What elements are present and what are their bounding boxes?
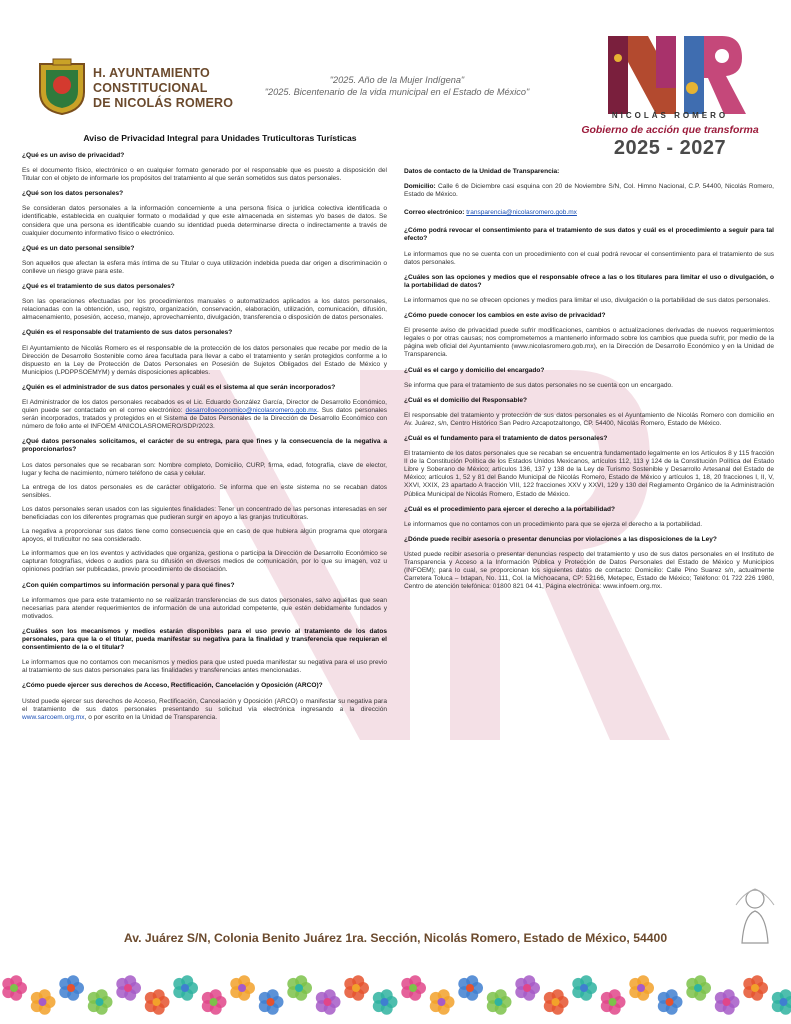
floral-border-decoration — [0, 962, 791, 1024]
section-paragraph: Le informamos que no se cuenta con un procedimiento con el cual podrá revocar el consentimiento para el tratamiento de sus datos personales. — [404, 250, 774, 266]
flower-ornament — [715, 989, 740, 1014]
flower-ornament — [316, 989, 341, 1014]
left-column — [22, 152, 387, 728]
section-question: ¿Qué son los datos personales? — [22, 190, 124, 198]
contact-heading: Datos de contacto de la Unidad de Transparencia: — [404, 168, 560, 175]
email-label: Correo electrónico: — [404, 209, 465, 217]
right-column — [404, 168, 774, 597]
contact-address — [404, 183, 774, 199]
contact-email — [404, 209, 774, 217]
right-sections — [404, 227, 774, 591]
administration-years: 2025 - 2027 — [613, 137, 727, 159]
section-question: ¿Qué es el tratamiento de sus datos personales? — [22, 283, 175, 291]
arco-paragraph: Usted puede ejercer sus derechos de Acceso, Rectificación, Cancelación y Oposición (ARCO) o manifestar su negativa para el tratamiento de sus datos personales presentando su solicitud vía electrónica ingresando a la dirección www.sarcoem.org.mx, o por escrito en la Unidad de Transparencia. — [22, 697, 387, 721]
section-question: ¿Cómo puede conocer los cambios en este aviso de privacidad? — [404, 312, 606, 320]
flower-ornament — [772, 989, 791, 1014]
flower-ornament — [572, 975, 597, 1000]
section-paragraph: Se consideran datos personales a la información concerniente a una persona física o jurídica colectiva identificada o identificable, establecida en cualquier formato o modalidad y que este almacenada en sistemas y/o bases de datos. Se considera que una persona es identificable cuando su identidad pueda determinarse directa o indirectamente a través de cualquier documento informativo físico o electrónico. — [22, 205, 387, 237]
government-slogan: Gobierno de acción que transforma — [581, 124, 759, 136]
motto-bicentennial: "2025. Bicentenario de la vida municipal en el Estado de México" — [264, 87, 530, 97]
section-paragraph: Le informamos que no contamos con mecanismos y medios para que usted pueda manifestar su negativa para el uso previo al tratamiento de sus datos personales para las finalidades y transferencias antes mencionadas. — [22, 659, 387, 675]
municipal-crest-icon — [36, 58, 88, 116]
section-question: ¿Cuáles son los mecanismos y medios estarán disponibles para el uso previo al tratamiento de los datos personales, para que la o el titular, pueda manifestar su negativa para la finalidad y transferencia que requieran el consentimiento de la o el titular? — [22, 627, 387, 652]
section-paragraph: El Ayuntamiento de Nicolás Romero es el responsable de la protección de los datos personales que recabe por medio de la Dirección de Desarrollo Sostenible como área facultada para llevar a cabo el tratamiento y serán protegidos conforme a lo dispuesto en la Ley de Protección de Datos Personales en Posesión de Sujetos Obligados del Estado de México y Municipios (LPDPPSOEMYM) y demás disposiciones aplicables. — [22, 344, 387, 376]
section-question: ¿Qué datos personales solicitamos, el carácter de su entrega, para que fines y la consecuencia de la negativa a proporcionarlos? — [22, 438, 387, 454]
document-title: Aviso de Privacidad Integral para Unidades Truticultoras Turísticas — [83, 133, 357, 143]
section-paragraph: La entrega de los datos personales es de carácter obligatorio. Se informa que en este sistema no se recaban datos sensibles. — [22, 483, 387, 499]
transparency-email-link[interactable]: transparencia@nicolasromero.gob.mx — [466, 209, 577, 217]
flower-ornament — [88, 989, 113, 1014]
municipality-name — [93, 66, 253, 111]
section-question: ¿Cuál es el fundamento para el tratamiento de datos personales? — [404, 434, 608, 442]
section-paragraph: Se informa que para el tratamiento de sus datos personales no se cuenta con un encargado. — [404, 381, 673, 389]
flower-ornament — [430, 989, 455, 1014]
section-question: ¿Qué es un dato personal sensible? — [22, 244, 135, 252]
flower-ornament — [145, 989, 170, 1014]
section-paragraph: Los datos personales seran usados con las siguientes finalidades: Tener un concentrado de las personas interesadas en ser beneficiadas con los diferentes programas que pudieran surgir en apoyo a las granjas truticultoras. — [22, 505, 387, 521]
motto-women: "2025. Año de la Mujer Indígena" — [329, 75, 465, 85]
year-mottos — [232, 74, 562, 98]
flower-ornament — [629, 975, 654, 1000]
section-paragraph: El presente aviso de privacidad puede sufrir modificaciones, cambios o actualizaciones derivadas de nuevos requerimientos legales o por otras causas; nos comprometemos a mantenerlo informado sobre los cambios que pueda sufrir, por medio de la página web oficial del Ayuntamiento (www.nicolasromero.gob.mx), en la Dirección de Desarrollo Económico y en la Unidad de Transparencia. — [404, 327, 774, 359]
flower-ornament — [658, 989, 683, 1014]
section-question: ¿Qué es un aviso de privacidad? — [22, 152, 125, 159]
address-label: Domicilio: — [404, 183, 436, 191]
section-paragraph: Es el documento físico, electrónico o en cualquier formato generado por el responsable que es puesto a disposición del Titular con el objeto de informarle los propósitos del tratamiento al que serán sometidos sus datos personales. — [22, 167, 387, 183]
section-paragraph: El tratamiento de los datos personales que se recaban se encuentra fundamentado legalmente en los Artículos 8 y 115 fracción II de la Constitución Política de los Estados Unidos Mexicanos, artículos 112, 113 y 124 de la Constitución Política del Estado Libre y Soberano de México; artículos 136, 137 y 138 de la Ley de Turismo Sostenible y Desarrollo Artesanal del Estado de México; artículos 1, 52 y 81 del Bando Municipal de Nicolás Romero, Estado de México y artículos 1, 18, 20 fracciones I, II, V, XXVI, XXIX, 23 apartado A fracción VIII, 122 fracciones XXV y XXVI, 129 y 130 del Reglamento Orgánico de la Administración Pública Municipal de Nicolás Romero, Estado de México. — [404, 450, 774, 498]
flower-ornament — [202, 989, 227, 1014]
flower-ornament — [59, 975, 84, 1000]
footer-address: Av. Juárez S/N, Colonia Benito Juárez 1ra. Sección, Nicolás Romero, Estado de México, 54400 — [123, 931, 668, 945]
section-paragraph: Usted puede recibir asesoría o presentar denuncias respecto del tratamiento y uso de sus datos personales en el Instituto de Transparencia y Acceso a la Información Pública y Protección de Datos Personales del Estado de México y Municipios (INFOEM); para lo cual, se proporcionan los siguientes datos de contacto: Domicilio: Calle Pino Suarez s/n, actualmente Carretera Toluca – Ixtapan, No. 111, Col. la Michoacana, CP: 52166, Metepec, Estado de México; Teléfono: 01 722 226 1980, Centro de atención telefónica: 01800 821 04 41, Página electrónica: www.infoem.org.mx. — [404, 550, 774, 591]
flower-ornament — [2, 975, 27, 1000]
admin-email-link[interactable]: desarrolloeconomico@nicolasromero.gob.mx — [185, 407, 317, 415]
section-paragraph: Los datos personales que se recabaran son: Nombre completo, Domicilio, CURP, firma, edad, fotografía, clave de elector, lugar y fecha de nacimiento, número teléfono de casa y celular. — [22, 461, 387, 477]
municipality-line: DE NICOLÁS ROMERO — [93, 96, 234, 110]
section-question: ¿Dónde puede recibir asesoría o presentar denuncias por violaciones a las disposiciones de la Ley? — [404, 535, 717, 543]
flower-ornament — [544, 989, 569, 1014]
nr-logo-icon — [600, 28, 750, 118]
section-question: ¿Cuál es el domicilio del Responsable? — [404, 396, 527, 404]
flower-ornament — [116, 975, 141, 1000]
section-paragraph: La negativa a proporcionar sus datos tiene como consecuencia que en caso de que hubiera algún programa que otorgara apoyos, el truticultor no sea considerado. — [22, 528, 387, 544]
flower-ornament — [259, 989, 284, 1014]
section-paragraph: Le informamos que no se ofrecen opciones y medios para limitar el uso, divulgación o la portabilidad de sus datos personales. — [404, 296, 771, 304]
section-question: ¿Cómo puede ejercer sus derechos de Acceso, Rectificación, Cancelación y Oposición (ARCO)? — [22, 682, 323, 690]
flower-ornament — [401, 975, 426, 1000]
flower-ornament — [230, 975, 255, 1000]
address-value: Calle 6 de Diciembre casi esquina con 20 de Noviembre S/N, Col. Himno Nacional, C.P. 54400, Nicolás Romero, Estado de México. — [404, 183, 774, 199]
section-question: ¿Cuál es el procedimiento para ejercer el derecho a la portabilidad? — [404, 505, 616, 513]
section-paragraph: Le informamos que en los eventos y actividades que organiza, gestiona o participa la Dirección de Desarrollo Económico se capturan fotografías, videos o audios para su difusión en diversos medios de comunicación, por lo que su imagen, voz u opiniones podrían ser publicadas, previo procedimiento de disociación. — [22, 550, 387, 574]
flower-ornament — [743, 975, 768, 1000]
administrator-paragraph: El Administrador de los datos personales recabados es el Lic. Eduardo González García, Director de Desarrollo Económico, quien puede ser contactado en el correo electrónico: desarrolloeconomico@nicolasromero.gob.mx. Sus datos personales serán incorporados, tratados y protegidos en el Sistema de Datos Personales de la Dirección de Desarrollo Económico con número de folio ante el INFOEM 4/NICOLASROMERO/SDP/2023. — [22, 398, 387, 431]
section-paragraph: Son las operaciones efectuadas por los procedimientos manuales o automatizados aplicados a los datos personales, relacionadas con la obtención, uso, registro, organización, conservación, elaboración, utilización, comunicación, difusión, almacenamiento, posesión, acceso, manejo, aprovechamiento, divulgación, transferencia o disposición de datos personales. — [22, 298, 387, 322]
flower-ornament — [173, 975, 198, 1000]
section-paragraph: Le informamos que no contamos con un procedimiento para que se ejerza el derecho a la portabilidad. — [404, 520, 703, 528]
flower-ornament — [686, 975, 711, 1000]
flower-ornament — [515, 975, 540, 1000]
section-question: ¿Cómo podrá revocar el consentimiento para el tratamiento de sus datos y cuál es el procedimiento a seguir para tal efecto? — [404, 227, 774, 243]
flower-ornament — [458, 975, 483, 1000]
section-question: ¿Cuál es el cargo y domicilio del encargado? — [404, 366, 545, 374]
municipality-line: CONSTITUCIONAL — [93, 81, 208, 95]
section-paragraph: Son aquellos que afectan la esfera más íntima de su Titular o cuya utilización indebida pueda dar origen a discriminación o conlleve un riesgo grave para este. — [22, 259, 387, 275]
section-question: ¿Cuáles son las opciones y medios que el responsable ofrece a las o los titulares para limitar el uso o divulgación, o la portabilidad de datos? — [404, 273, 774, 289]
flower-ornament — [487, 989, 512, 1014]
flower-ornament — [344, 975, 369, 1000]
flower-ornament — [601, 989, 626, 1014]
flower-ornament — [287, 975, 312, 1000]
section-question: ¿Con quién compartimos su información personal y para qué fines? — [22, 581, 235, 589]
sarcoem-link[interactable]: www.sarcoem.org.mx — [22, 713, 85, 721]
flower-ornament — [31, 989, 56, 1014]
section-paragraph: Le informamos que para este tratamiento no se realizarán transferencias de sus datos personales, salvo aquéllas que sean necesarias para atender requerimientos de información de una autoridad competente, que estén debidamente fundados y motivados. — [22, 596, 387, 620]
section-question: ¿Quién es el responsable del tratamiento de sus datos personales? — [22, 329, 233, 337]
section-question: ¿Quién es el administrador de sus datos personales y cuál es el sistema al que serán incorporados? — [22, 383, 336, 391]
municipality-line: H. AYUNTAMIENTO — [93, 66, 210, 80]
flower-ornament — [373, 989, 398, 1014]
section-paragraph: El responsable del tratamiento y protección de sus datos personales es el Ayuntamiento de Nicolás Romero con domicilio en Av. Juárez, s/n, Centro Histórico San Pedro Azcapotzaltongo, CP. 54400, Nicolás Romero, Estado de México. — [404, 411, 774, 427]
brand-name: NICOLÁS ROMERO — [611, 111, 729, 120]
